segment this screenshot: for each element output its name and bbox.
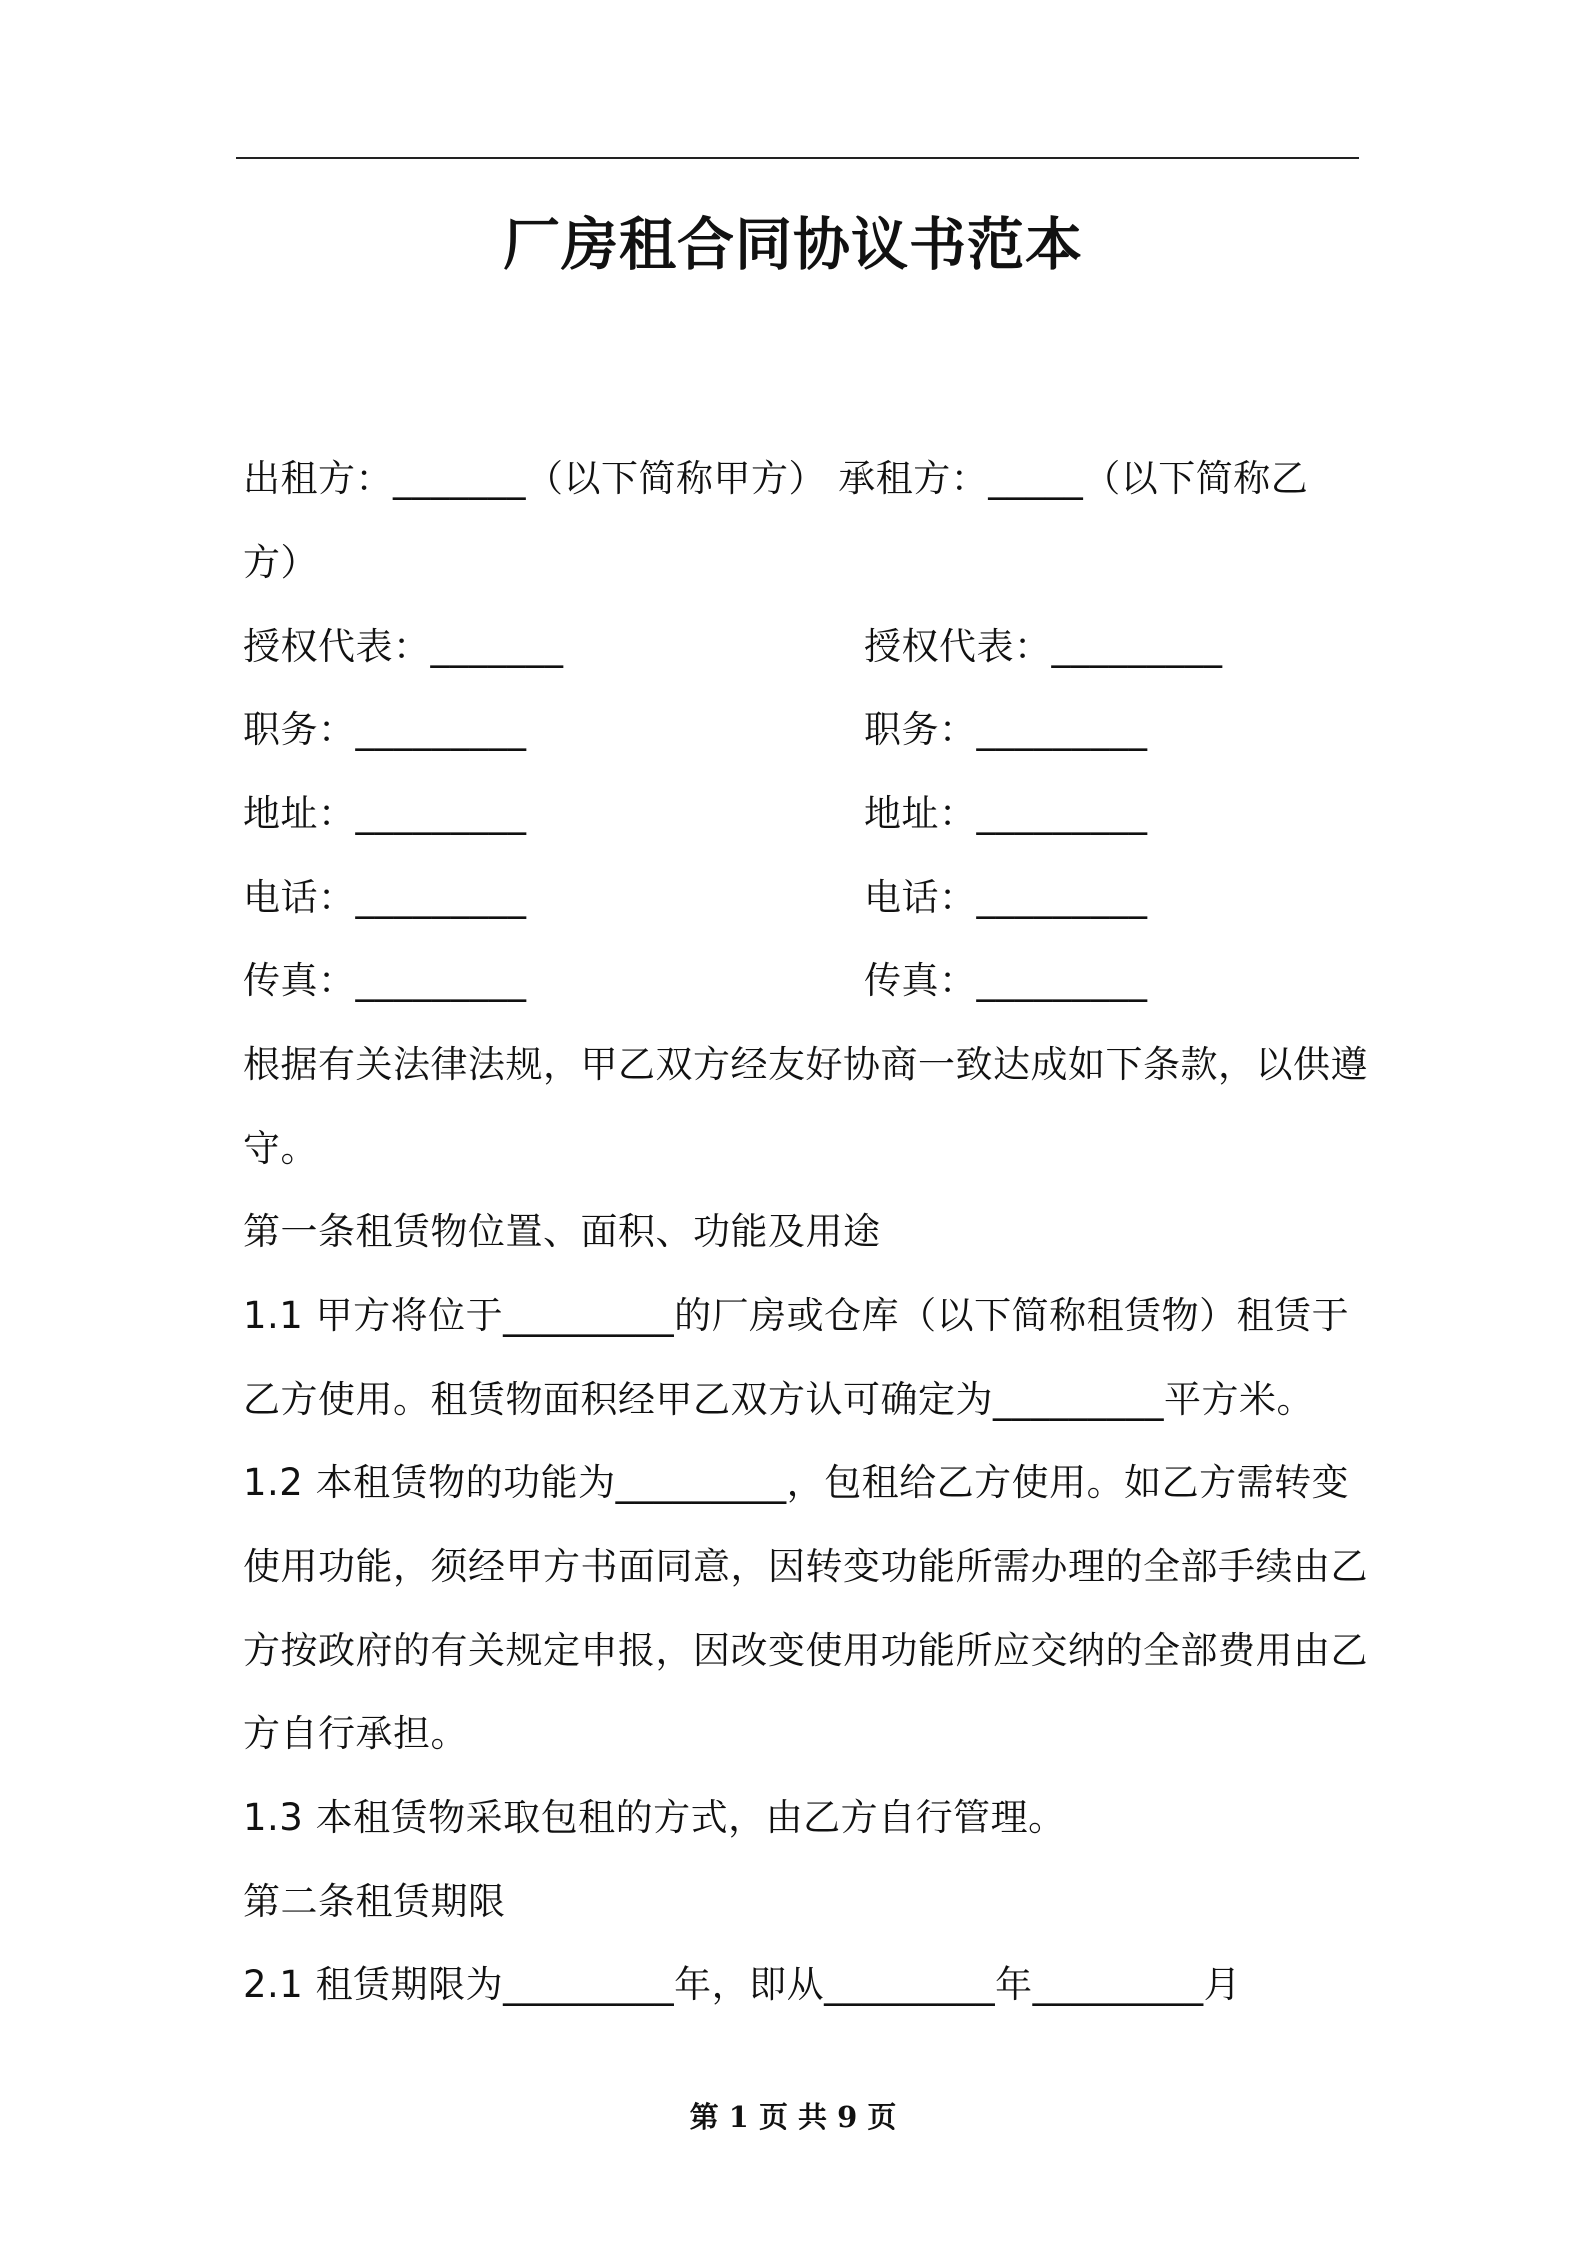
clause-2-1: 2.1 租赁期限为_________年，即从_________年_________月 [243, 1963, 1242, 2006]
clause-1-2: 1.2 本租赁物的功能为_________，包租给乙方使用。如乙方需转变 [243, 1461, 1350, 1504]
clause-1-2-cont-3: 方自行承担。 [243, 1712, 468, 1755]
document-title: 厂房租合同协议书范本 [503, 212, 1083, 278]
party-a-fax: 传真：_________ [243, 959, 527, 1002]
clause-1-1-cont: 乙方使用。租赁物面积经甲乙双方认可确定为_________平方米。 [243, 1378, 1314, 1421]
party-b-rep: 授权代表：_________ [864, 625, 1223, 668]
parties-line: 出租方：_______（以下简称甲方） 承租方：_____（以下简称乙 [243, 457, 1309, 500]
article-2-heading: 第二条租赁期限 [243, 1880, 506, 1923]
clause-1-3: 1.3 本租赁物采取包租的方式，由乙方自行管理。 [243, 1796, 1066, 1839]
party-a-phone: 电话：_________ [243, 876, 527, 919]
party-a-address: 地址：_________ [243, 792, 527, 835]
party-b-address: 地址：_________ [864, 792, 1148, 835]
parties-line-cont: 方） [243, 541, 318, 584]
clause-1-1: 1.1 甲方将位于_________的厂房或仓库（以下简称租赁物）租赁于 [243, 1294, 1350, 1337]
page-footer: 第 1 页 共 9 页 [689, 2100, 897, 2134]
clause-1-2-cont-1: 使用功能，须经甲方书面同意，因转变功能所需办理的全部手续由乙 [243, 1545, 1368, 1588]
party-b-position: 职务：_________ [864, 708, 1148, 751]
header-rule [236, 157, 1359, 159]
preamble-cont: 守。 [243, 1127, 318, 1170]
clause-1-2-cont-2: 方按政府的有关规定申报，因改变使用功能所应交纳的全部费用由乙 [243, 1629, 1368, 1672]
article-1-heading: 第一条租赁物位置、面积、功能及用途 [243, 1210, 881, 1253]
preamble: 根据有关法律法规，甲乙双方经友好协商一致达成如下条款，以供遵 [243, 1043, 1368, 1086]
party-a-rep: 授权代表：_______ [243, 625, 564, 668]
party-b-fax: 传真：_________ [864, 959, 1148, 1002]
party-a-position: 职务：_________ [243, 708, 527, 751]
party-b-phone: 电话：_________ [864, 876, 1148, 919]
